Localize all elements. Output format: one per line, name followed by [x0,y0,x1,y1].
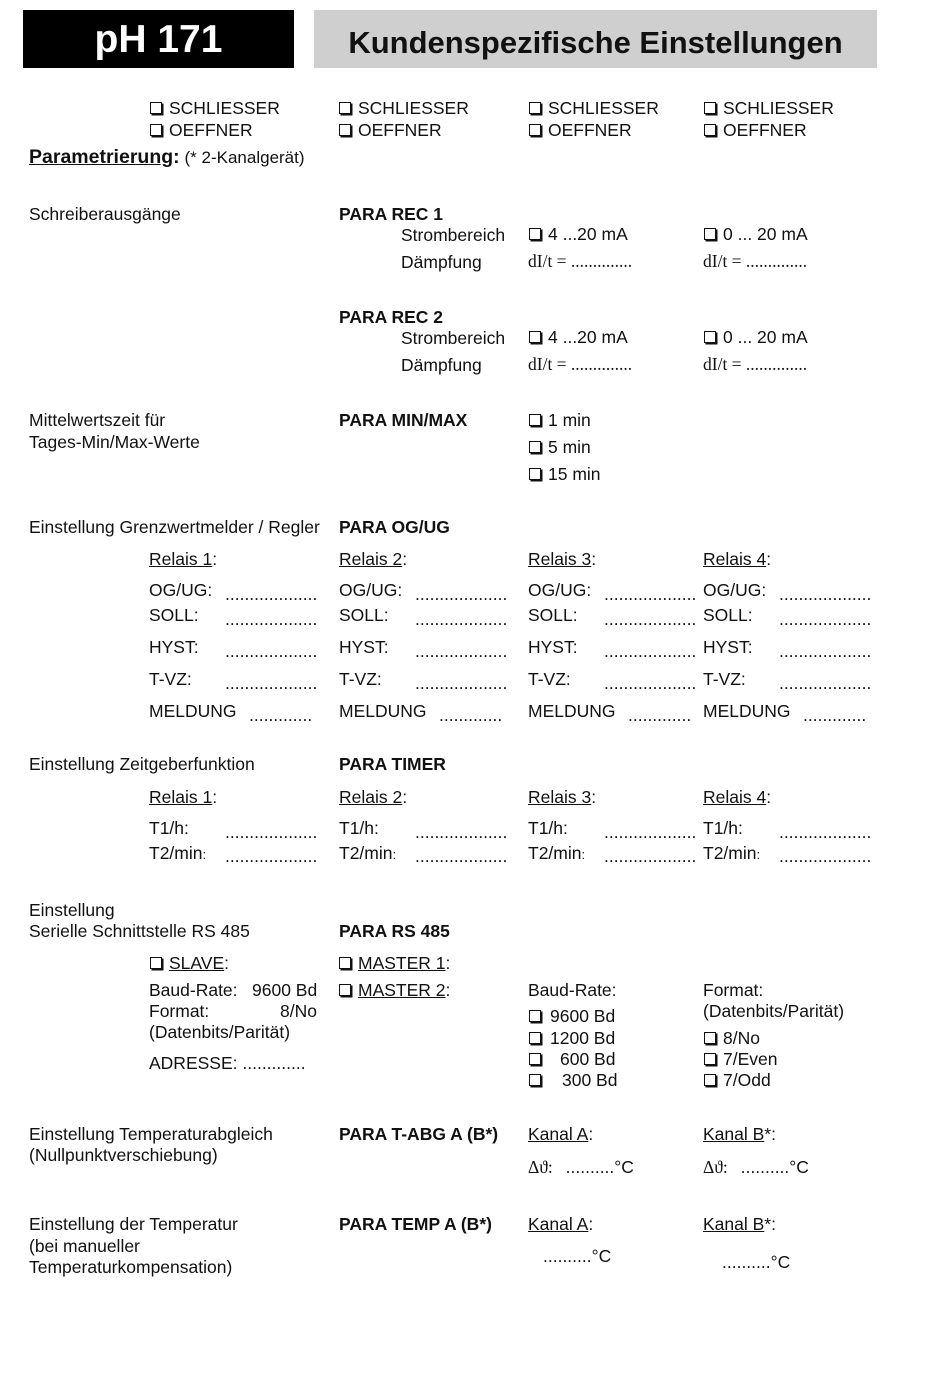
ogug-soll-label-2: SOLL: [339,605,389,625]
checkbox-icon[interactable] [704,1032,716,1044]
tabg-a-field[interactable]: Δϑ: ..........°C [528,1157,634,1177]
ogug-hyst-field-1[interactable]: ................... [225,641,318,661]
ogug-meldung-label-3: MELDUNG [528,701,616,721]
contact-schliesser-1[interactable]: SCHLIESSER [150,100,280,118]
rec-label: Schreiberausgänge [29,204,181,224]
section-heading: Parametrierung: (* 2-Kanalgerät) [29,146,305,168]
ogug-tvz-field-1[interactable]: ................... [225,673,318,693]
timer-t1-label-1: T1/h: [149,818,189,838]
ogug-og-ug-field-4[interactable]: ................... [779,584,872,604]
ogug-meldung-label-2: MELDUNG [339,701,427,721]
ogug-relais-1 [149,551,217,569]
ogug-hyst-label-4: HYST: [703,637,753,657]
ogug-meldung-field-4[interactable]: ............. [803,705,867,725]
baud-label: Baud-Rate: [528,980,617,1000]
rec1-daempfung: Dämpfung [401,252,482,272]
contact-schliesser-3[interactable]: SCHLIESSER [529,100,659,118]
rec1-strombereich: Strombereich [401,225,506,245]
format-label: Format: [703,980,764,1000]
rec1-dit-2[interactable]: dI/t = .............. [703,251,808,271]
ogug-hyst-field-2[interactable]: ................... [415,641,508,661]
timer-code: PARA TIMER [339,754,446,774]
checkbox-icon[interactable] [529,1074,541,1086]
checkbox-icon[interactable] [529,441,541,453]
ogug-tvz-field-3[interactable]: ................... [604,673,697,693]
ogug-label: Einstellung Grenzwertmelder / Regler [29,517,320,537]
adresse-field[interactable]: ADRESSE: ............. [149,1053,306,1073]
timer-label: Einstellung Zeitgeberfunktion [29,754,255,774]
ogug-og-ug-field-3[interactable]: ................... [604,584,697,604]
slave-format-label: Format: [149,1001,210,1021]
t2-colon: : [756,847,761,862]
temp-kanal-a: Kanal A: [528,1214,594,1234]
contact-oeffner-2[interactable]: OEFFNER [339,122,442,140]
checkbox-icon[interactable] [704,124,716,136]
tabg-b-field[interactable]: Δϑ: ..........°C [703,1157,809,1177]
ogug-soll-field-4[interactable]: ................... [779,609,872,629]
checkbox-icon[interactable] [339,124,351,136]
temp-label-3: Temperaturkompensation) [29,1257,233,1277]
tabg-label-1: Einstellung Temperaturabgleich [29,1124,273,1144]
t2-colon: : [202,847,207,862]
checkbox-icon[interactable] [150,124,162,136]
temp-a-field[interactable]: ..........°C [543,1246,612,1266]
timer-t2-label-3 [528,845,585,863]
timer-relais-3 [528,789,596,807]
checkbox-icon[interactable] [529,414,541,426]
ogug-tvz-label-4: T-VZ: [703,669,746,689]
relais-colon: : [766,549,772,569]
checkbox-icon[interactable] [339,957,351,969]
baud-opt-600[interactable]: 600 Bd [529,1051,615,1069]
t2-text: T2/min [528,843,582,863]
ogug-soll-field-2[interactable]: ................... [415,609,508,629]
timer-t1-field-3[interactable]: ................... [604,822,697,842]
checkbox-icon[interactable] [529,1032,541,1044]
ogug-relais-3 [528,551,596,569]
rec1-dit-1[interactable]: dI/t = .............. [528,251,633,271]
timer-t2-label-4 [703,845,760,863]
format-note: (Datenbits/Parität) [703,1001,845,1021]
rec2-daempfung: Dämpfung [401,355,482,375]
timer-t1-label-4: T1/h: [703,818,743,838]
timer-t2-field-2[interactable]: ................... [415,846,508,866]
master1-option[interactable]: MASTER 1: [339,955,450,973]
rec2-code: PARA REC 2 [339,307,444,327]
ogug-hyst-label-3: HYST: [528,637,578,657]
relais-colon: : [591,549,597,569]
timer-t2-label-1 [149,845,206,863]
model-title: pH 171 [23,10,294,68]
checkbox-icon[interactable] [150,957,162,969]
ogug-relais-4 [703,551,771,569]
checkbox-icon[interactable] [529,331,541,343]
ogug-tvz-label-2: T-VZ: [339,669,382,689]
checkbox-icon[interactable] [529,1010,541,1022]
format-opt-7even[interactable]: 7/Even [704,1051,777,1069]
rs485-label-1: Einstellung [29,900,115,920]
minmax-label-1: Mittelwertszeit für [29,410,166,430]
minmax-label-2: Tages-Min/Max-Werte [29,432,200,452]
checkbox-icon[interactable] [529,102,541,114]
ogug-tvz-field-4[interactable]: ................... [779,673,872,693]
rec2-strombereich: Strombereich [401,328,506,348]
rec1-code: PARA REC 1 [339,204,444,224]
timer-relais-2 [339,789,407,807]
tabg-label-2: (Nullpunktverschiebung) [29,1145,218,1165]
ogug-soll-field-1[interactable]: ................... [225,609,318,629]
tabg-code: PARA T-ABG A (B*) [339,1124,499,1144]
relais-label: Relais 1 [149,787,213,807]
rec2-dit-2[interactable]: dI/t = .............. [703,354,808,374]
t2-text: T2/min [149,843,203,863]
ogug-og-ug-label-3: OG/UG: [528,580,592,600]
slave-option[interactable]: SLAVE: [150,955,229,973]
rs485-label-2: Serielle Schnittstelle RS 485 [29,921,250,941]
relais-colon: : [212,549,218,569]
checkbox-icon[interactable] [704,228,716,240]
timer-t1-label-2: T1/h: [339,818,379,838]
contact-oeffner-1[interactable]: OEFFNER [150,122,253,140]
rec1-opt-0-20[interactable]: 0 ... 20 mA [704,226,808,244]
ogug-soll-label-3: SOLL: [528,605,578,625]
ogug-hyst-label-1: HYST: [149,637,199,657]
timer-relais-1 [149,789,217,807]
slave-baud-label: Baud-Rate: [149,980,238,1000]
rs485-code: PARA RS 485 [339,921,450,941]
baud-opt-300[interactable]: 300 Bd [529,1072,617,1090]
slave-format-value: 8/No [280,1001,317,1021]
relais-colon: : [766,787,772,807]
temp-b-field[interactable]: ..........°C [722,1252,791,1272]
rec2-opt-0-20[interactable]: 0 ... 20 mA [704,329,808,347]
checkbox-icon[interactable] [704,102,716,114]
ogug-og-ug-field-2[interactable]: ................... [415,584,508,604]
ogug-hyst-field-4[interactable]: ................... [779,641,872,661]
t2-text: T2/min [703,843,757,863]
ogug-tvz-field-2[interactable]: ................... [415,673,508,693]
minmax-opt-2[interactable]: 5 min [529,439,591,457]
ogug-soll-label-4: SOLL: [703,605,753,625]
checkbox-icon[interactable] [529,124,541,136]
relais-label: Relais 3 [528,549,592,569]
ogug-og-ug-label-2: OG/UG: [339,580,403,600]
checkbox-icon[interactable] [529,468,541,480]
baud-opt-9600[interactable]: 9600 Bd [529,1008,615,1026]
relais-label: Relais 1 [149,549,213,569]
relais-label: Relais 2 [339,787,403,807]
ogug-soll-label-1: SOLL: [149,605,199,625]
checkbox-icon[interactable] [339,984,351,996]
timer-t2-field-4[interactable]: ................... [779,846,872,866]
rec2-opt-4-20[interactable]: 4 ...20 mA [529,329,628,347]
relais-colon: : [591,787,597,807]
checkbox-icon[interactable] [704,1074,716,1086]
timer-relais-4 [703,789,771,807]
contact-oeffner-3[interactable]: OEFFNER [529,122,632,140]
relais-label: Relais 4 [703,549,767,569]
relais-colon: : [212,787,218,807]
ogug-tvz-label-3: T-VZ: [528,669,571,689]
master2-option[interactable]: MASTER 2: [339,982,450,1000]
temp-label-1: Einstellung der Temperatur [29,1214,238,1234]
ogug-og-ug-field-1[interactable]: ................... [225,584,318,604]
temp-kanal-b: Kanal B*: [703,1214,776,1234]
ogug-relais-2 [339,551,407,569]
contact-schliesser-4[interactable]: SCHLIESSER [704,100,834,118]
timer-t2-field-3[interactable]: ................... [604,846,697,866]
ogug-meldung-field-1[interactable]: ............. [249,705,313,725]
slave-format-note: (Datenbits/Parität) [149,1022,291,1042]
temp-label-2: (bei manueller [29,1236,140,1256]
ogug-og-ug-label-4: OG/UG: [703,580,767,600]
timer-t2-label-2 [339,845,396,863]
relais-label: Relais 2 [339,549,403,569]
timer-t1-field-2[interactable]: ................... [415,822,508,842]
timer-t1-field-4[interactable]: ................... [779,822,872,842]
ogug-hyst-field-3[interactable]: ................... [604,641,697,661]
format-opt-8no[interactable]: 8/No [704,1030,760,1048]
ogug-meldung-field-2[interactable]: ............. [439,705,503,725]
checkbox-icon[interactable] [150,102,162,114]
page-title: Kundenspezifische Einstellungen [314,10,877,68]
slave-baud-value: 9600 Bd [252,980,318,1000]
relais-label: Relais 3 [528,787,592,807]
t2-colon: : [392,847,397,862]
minmax-opt-1[interactable]: 1 min [529,412,591,430]
ogug-og-ug-label-1: OG/UG: [149,580,213,600]
temp-code: PARA TEMP A (B*) [339,1214,492,1234]
checkbox-icon[interactable] [529,228,541,240]
ogug-meldung-label-4: MELDUNG [703,701,791,721]
relais-colon: : [402,787,408,807]
ogug-tvz-label-1: T-VZ: [149,669,192,689]
ogug-hyst-label-2: HYST: [339,637,389,657]
rec2-dit-1[interactable]: dI/t = .............. [528,354,633,374]
contact-oeffner-4[interactable]: OEFFNER [704,122,807,140]
tabg-kanal-a: Kanal A: [528,1124,594,1144]
t2-text: T2/min [339,843,393,863]
timer-t1-label-3: T1/h: [528,818,568,838]
checkbox-icon[interactable] [339,102,351,114]
minmax-code: PARA MIN/MAX [339,410,468,430]
relais-label: Relais 4 [703,787,767,807]
ogug-meldung-field-3[interactable]: ............. [628,705,692,725]
tabg-kanal-b: Kanal B*: [703,1124,776,1144]
checkbox-icon[interactable] [704,1053,716,1065]
baud-opt-1200[interactable]: 1200 Bd [529,1030,615,1048]
rec1-opt-4-20[interactable]: 4 ...20 mA [529,226,628,244]
minmax-opt-3[interactable]: 15 min [529,466,601,484]
timer-t2-field-1[interactable]: ................... [225,846,318,866]
relais-colon: : [402,549,408,569]
t2-colon: : [581,847,586,862]
ogug-code: PARA OG/UG [339,517,450,537]
format-opt-7odd[interactable]: 7/Odd [704,1072,771,1090]
ogug-soll-field-3[interactable]: ................... [604,609,697,629]
checkbox-icon[interactable] [529,1053,541,1065]
timer-t1-field-1[interactable]: ................... [225,822,318,842]
contact-schliesser-2[interactable]: SCHLIESSER [339,100,469,118]
checkbox-icon[interactable] [704,331,716,343]
ogug-meldung-label-1: MELDUNG [149,701,237,721]
